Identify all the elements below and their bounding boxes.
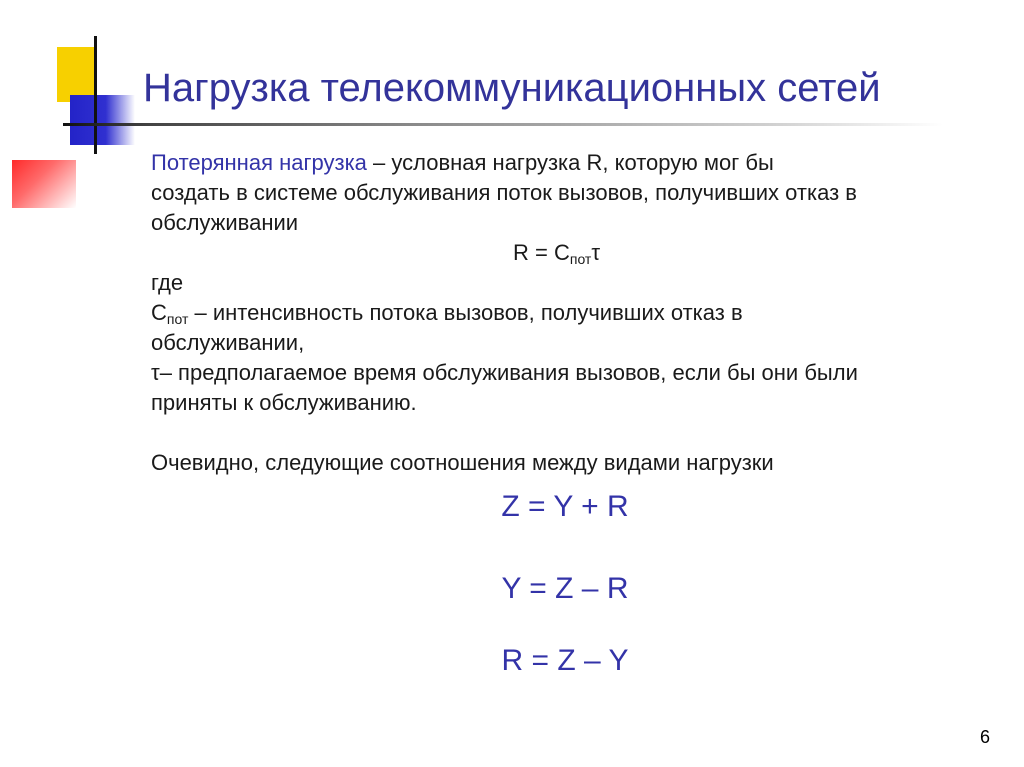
c-definition-line-2: обслуживании,	[151, 330, 305, 355]
c-subscript: пот	[166, 311, 189, 327]
tau-text: – предполагаемое время обслуживания вызовов, если бы они были	[159, 360, 858, 385]
tau-definition-line-2: приняты к обслуживанию.	[151, 390, 417, 415]
c-definition	[151, 298, 981, 328]
formula-subscript: пот	[569, 251, 592, 267]
tau-symbol: τ	[151, 360, 160, 385]
definition-text: – условная нагрузка R, которую мог бы	[366, 150, 774, 175]
formula-tau: τ	[591, 240, 601, 265]
where-label: где	[151, 270, 184, 295]
conclusion-text: Очевидно, следующие соотношения между видами нагрузки	[151, 450, 774, 475]
definition-line-2: создать в системе обслуживания поток вызовов, получивших отказ в	[151, 180, 857, 205]
formula-r	[151, 238, 981, 268]
equation-y: Y = Z – R	[501, 572, 629, 605]
equation-r: R = Z – Y	[501, 644, 629, 677]
page-number: 6	[980, 727, 991, 747]
slide-body	[151, 148, 981, 478]
c-text: – интенсивность потока вызовов, получивших отказ в	[188, 300, 743, 325]
decor-yellow-square	[57, 47, 97, 102]
c-symbol: C	[151, 300, 167, 325]
decor-red-square	[12, 160, 76, 208]
term-lost-load: Потерянная нагрузка	[151, 150, 367, 175]
decor-blue-square	[70, 95, 135, 145]
formula-lhs: R = C	[513, 240, 570, 265]
decor-vertical-line	[94, 36, 97, 154]
title-underline	[63, 123, 943, 126]
tau-definition	[151, 358, 981, 388]
definition-line-3: обслуживании	[151, 210, 299, 235]
slide-title: Нагрузка телекоммуникационных сетей	[143, 66, 881, 110]
definition-line-1	[151, 148, 981, 178]
equation-z: Z = Y + R	[501, 490, 629, 523]
